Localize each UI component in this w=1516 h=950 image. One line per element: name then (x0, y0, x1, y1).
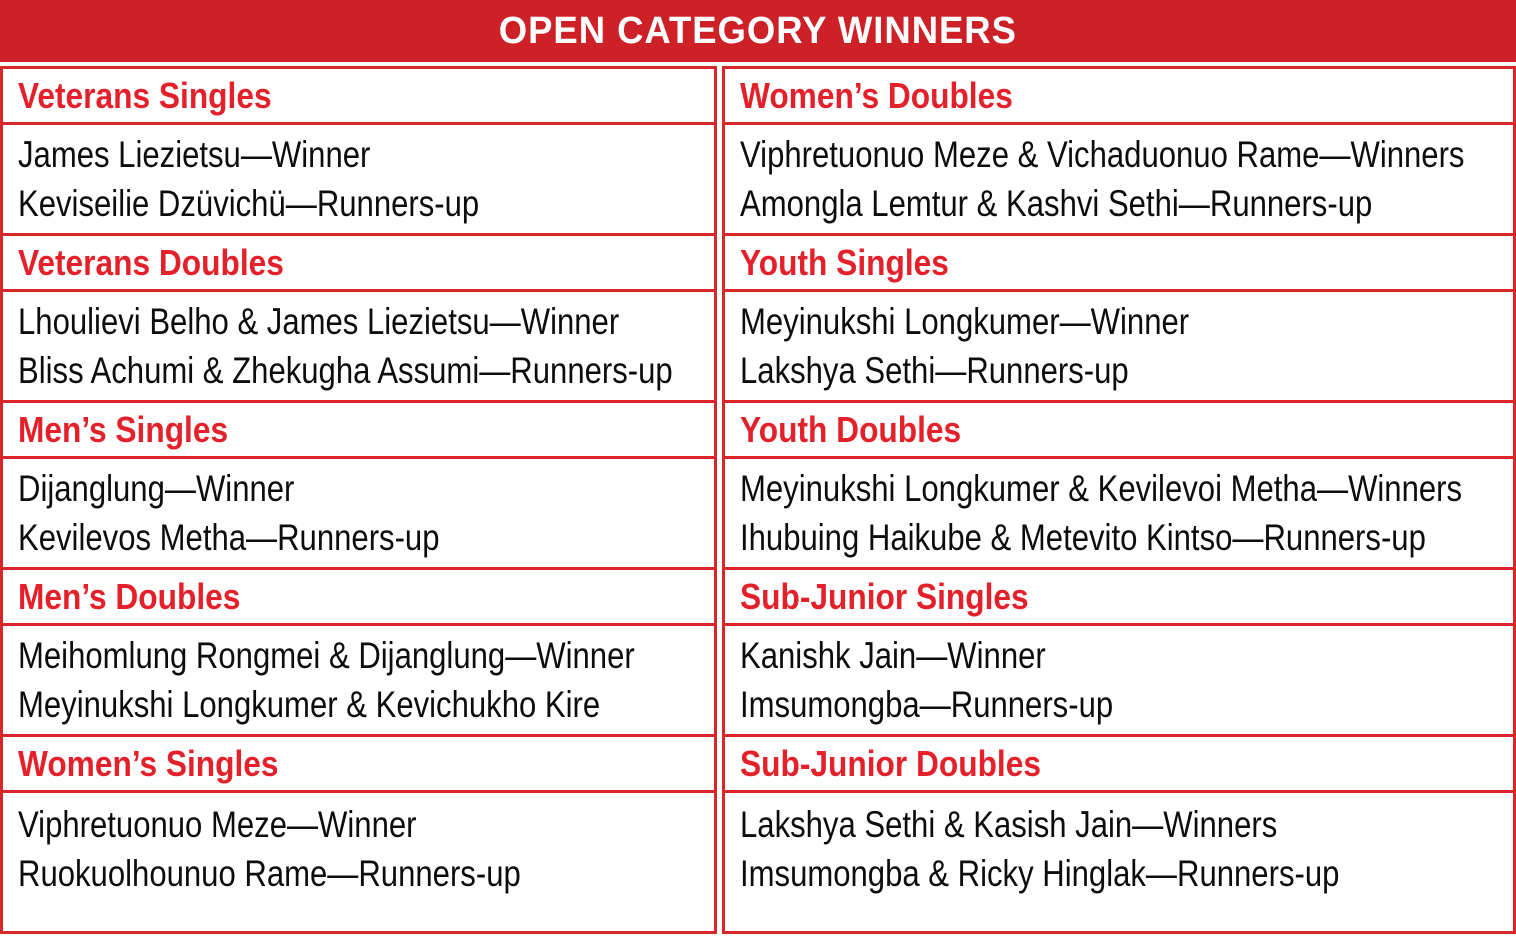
category-title: Men’s Doubles (18, 575, 241, 617)
runner-up-line: Lakshya Sethi—Runners-up (740, 350, 1129, 391)
category-header-youth-doubles (725, 403, 1513, 459)
runner-up-line: Keviseilie Dzüvichü—Runners-up (18, 183, 480, 224)
category-title: Youth Singles (740, 241, 949, 283)
column-right (722, 66, 1516, 934)
category-title: Youth Doubles (740, 408, 962, 450)
winner-line: Meihomlung Rongmei & Dijanglung—Winner (18, 635, 635, 676)
winner-line: Viphretuonuo Meze & Vichaduonuo Rame—Winners (740, 134, 1465, 175)
winner-line: Lhoulievi Belho & James Liezietsu—Winner (18, 301, 620, 342)
category-results-sub-junior-doubles (725, 793, 1513, 904)
category-results-mens-doubles (3, 626, 714, 737)
category-results-youth-singles (725, 292, 1513, 403)
winner-line: James Liezietsu—Winner (18, 134, 371, 175)
category-title: Sub-Junior Doubles (740, 742, 1041, 784)
category-header-veterans-singles (3, 69, 714, 125)
runner-up-line: Amongla Lemtur & Kashvi Sethi—Runners-up (740, 183, 1373, 224)
category-results-womens-singles (3, 793, 714, 904)
category-results-veterans-singles (3, 125, 714, 236)
winner-line: Lakshya Sethi & Kasish Jain—Winners (740, 803, 1278, 845)
winner-line: Viphretuonuo Meze—Winner (18, 803, 417, 845)
runner-up-line: Bliss Achumi & Zhekugha Assumi—Runners-up (18, 350, 673, 391)
category-results-youth-doubles (725, 459, 1513, 570)
column-left (0, 66, 717, 934)
columns (0, 66, 1516, 934)
category-header-sub-junior-doubles (725, 737, 1513, 793)
winner-line: Kanishk Jain—Winner (740, 635, 1046, 676)
category-title: Women’s Singles (18, 742, 279, 784)
category-title: Veterans Singles (18, 74, 272, 116)
runner-up-line: Ihubuing Haikube & Metevito Kintso—Runners-up (740, 517, 1426, 558)
page-title: OPEN CATEGORY WINNERS (498, 9, 1018, 52)
category-title: Women’s Doubles (740, 74, 1013, 116)
runner-up-line: Kevilevos Metha—Runners-up (18, 517, 440, 558)
category-header-youth-singles (725, 236, 1513, 292)
winner-line: Meyinukshi Longkumer—Winner (740, 301, 1190, 342)
category-results-mens-singles (3, 459, 714, 570)
category-header-womens-doubles (725, 69, 1513, 125)
category-results-veterans-doubles (3, 292, 714, 403)
category-title: Veterans Doubles (18, 241, 284, 283)
category-header-veterans-doubles (3, 236, 714, 292)
winner-line: Meyinukshi Longkumer & Kevilevoi Metha—Winners (740, 468, 1463, 509)
category-header-mens-doubles (3, 570, 714, 626)
category-results-womens-doubles (725, 125, 1513, 236)
category-title: Sub-Junior Singles (740, 575, 1029, 617)
runner-up-line: Imsumongba—Runners-up (740, 684, 1114, 725)
category-header-sub-junior-singles (725, 570, 1513, 626)
category-header-mens-singles (3, 403, 714, 459)
category-title: Men’s Singles (18, 408, 229, 450)
runner-up-line: Meyinukshi Longkumer & Kevichukho Kire (18, 684, 601, 725)
runner-up-line: Imsumongba & Ricky Hinglak—Runners-up (740, 852, 1340, 894)
category-header-womens-singles (3, 737, 714, 793)
winner-line: Dijanglung—Winner (18, 468, 295, 509)
category-results-sub-junior-singles (725, 626, 1513, 737)
title-bar (0, 0, 1516, 62)
runner-up-line: Ruokuolhounuo Rame—Runners-up (18, 852, 521, 894)
